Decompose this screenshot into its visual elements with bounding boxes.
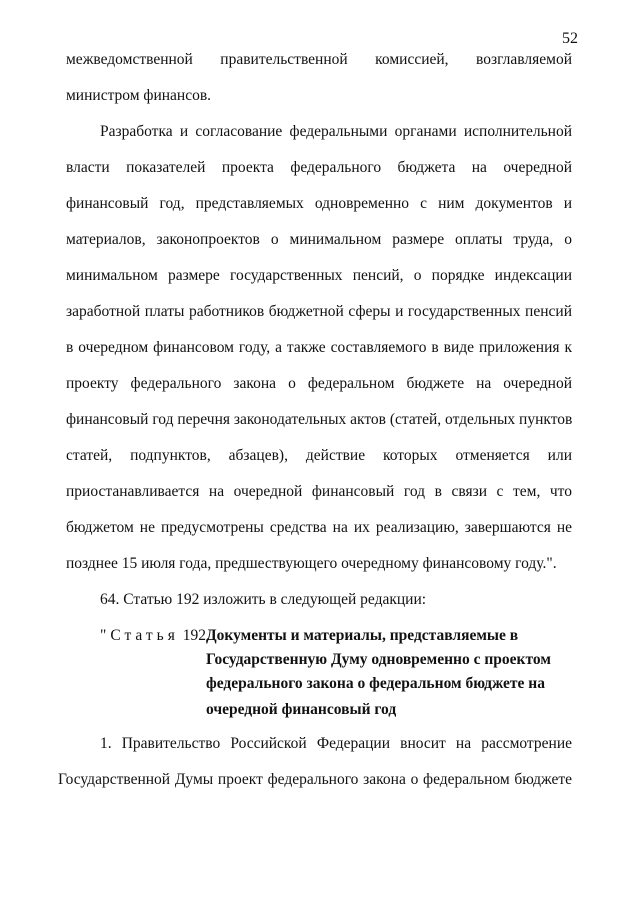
article-word: "Статья xyxy=(100,627,179,644)
text-line: приостанавливается на очередной финансовый год в связи с тем, что xyxy=(66,483,572,500)
text-line: финансовый год перечня законодательных актов (статей, отдельных пунктов xyxy=(66,411,573,428)
article-title-line: федерального закона о федеральном бюджете на xyxy=(206,675,545,692)
text-line: статей, подпунктов, абзацев), действие которых отменяется или xyxy=(66,447,572,464)
article-label xyxy=(100,626,210,646)
text-line: Государственной Думы проект федерального закона о федеральном бюджете xyxy=(58,771,572,788)
text-line: бюджетом не предусмотрены средства на их реализацию, завершаются не xyxy=(66,519,572,536)
article-title-line: очередной финансовый год xyxy=(206,701,397,718)
text-line: заработной платы работников бюджетной сферы и государственных пенсий xyxy=(66,303,572,320)
paragraph-3: 64. Статью 192 изложить в следующей редакции: xyxy=(100,591,427,608)
text-line: позднее 15 июля года, предшествующего очередному финансовому году.". xyxy=(66,555,557,572)
text-line: минимальном размере государственных пенсий, о порядке индексации xyxy=(66,267,572,284)
text-line: финансовый год, представляемых одновременно с ним документов и xyxy=(66,195,572,212)
text-line: в очередном финансовом году, а также составляемого в виде приложения к xyxy=(66,339,572,356)
text-line: власти показателей проекта федерального бюджета на очередной xyxy=(66,159,572,176)
article-title-line: Документы и материалы, представляемые в xyxy=(206,627,519,644)
text-line: 1. Правительство Российской Федерации вносит на рассмотрение xyxy=(100,735,572,752)
page-number: 52 xyxy=(562,30,578,47)
text-line: материалов, законопроектов о минимальном размере оплаты труда, о xyxy=(66,231,572,248)
text-line: министром финансов. xyxy=(66,87,212,104)
article-title-line: Государственную Думу одновременно с проектом xyxy=(206,651,551,668)
text-line: проекту федерального закона о федеральном бюджете на очередной xyxy=(66,375,572,392)
text-line: межведомственной правительственной комиссией, возглавляемой xyxy=(66,51,572,68)
text-line: Разработка и согласование федеральными органами исполнительной xyxy=(100,123,572,140)
article-number: 192. xyxy=(182,627,210,644)
